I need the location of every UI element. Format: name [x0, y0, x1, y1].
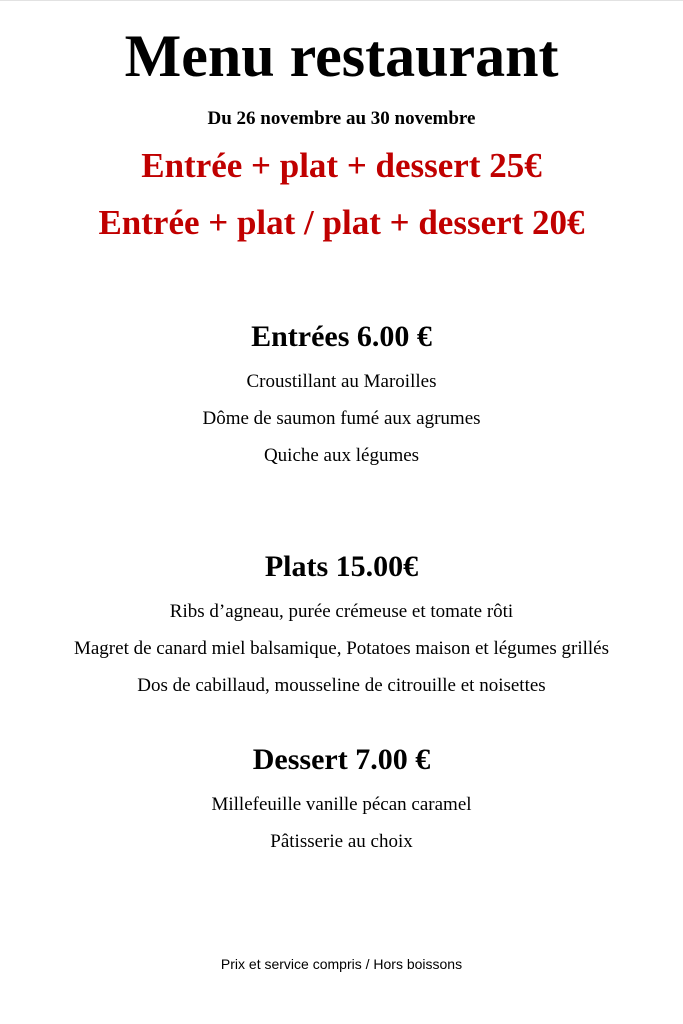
menu-item: Ribs d’agneau, purée crémeuse et tomate rôti: [169, 601, 514, 622]
formula-full: Entrée + plat + dessert 25€: [141, 146, 542, 185]
menu-item: Croustillant au Maroilles: [246, 371, 437, 392]
menu-item: Dos de cabillaud, mousseline de citrouille et noisettes: [137, 675, 546, 696]
section-title-dessert: Dessert 7.00 €: [252, 743, 431, 776]
formula-partial: Entrée + plat / plat + dessert 20€: [98, 203, 585, 242]
menu-item: Millefeuille vanille pécan caramel: [211, 794, 472, 815]
menu-item: Magret de canard miel balsamique, Potatoes maison et légumes grillés: [73, 638, 609, 659]
menu-item: Pâtisserie au choix: [270, 831, 413, 852]
menu-item: Dôme de saumon fumé aux agrumes: [202, 408, 481, 429]
menu-dates: Du 26 novembre au 30 novembre: [207, 108, 476, 129]
section-title-plats: Plats 15.00€: [264, 550, 419, 583]
menu-title: Menu restaurant: [124, 23, 559, 89]
menu-item: Quiche aux légumes: [263, 445, 420, 466]
section-title-entrees: Entrées 6.00 €: [251, 320, 432, 353]
footer-note: Prix et service compris / Hors boissons: [220, 956, 463, 972]
